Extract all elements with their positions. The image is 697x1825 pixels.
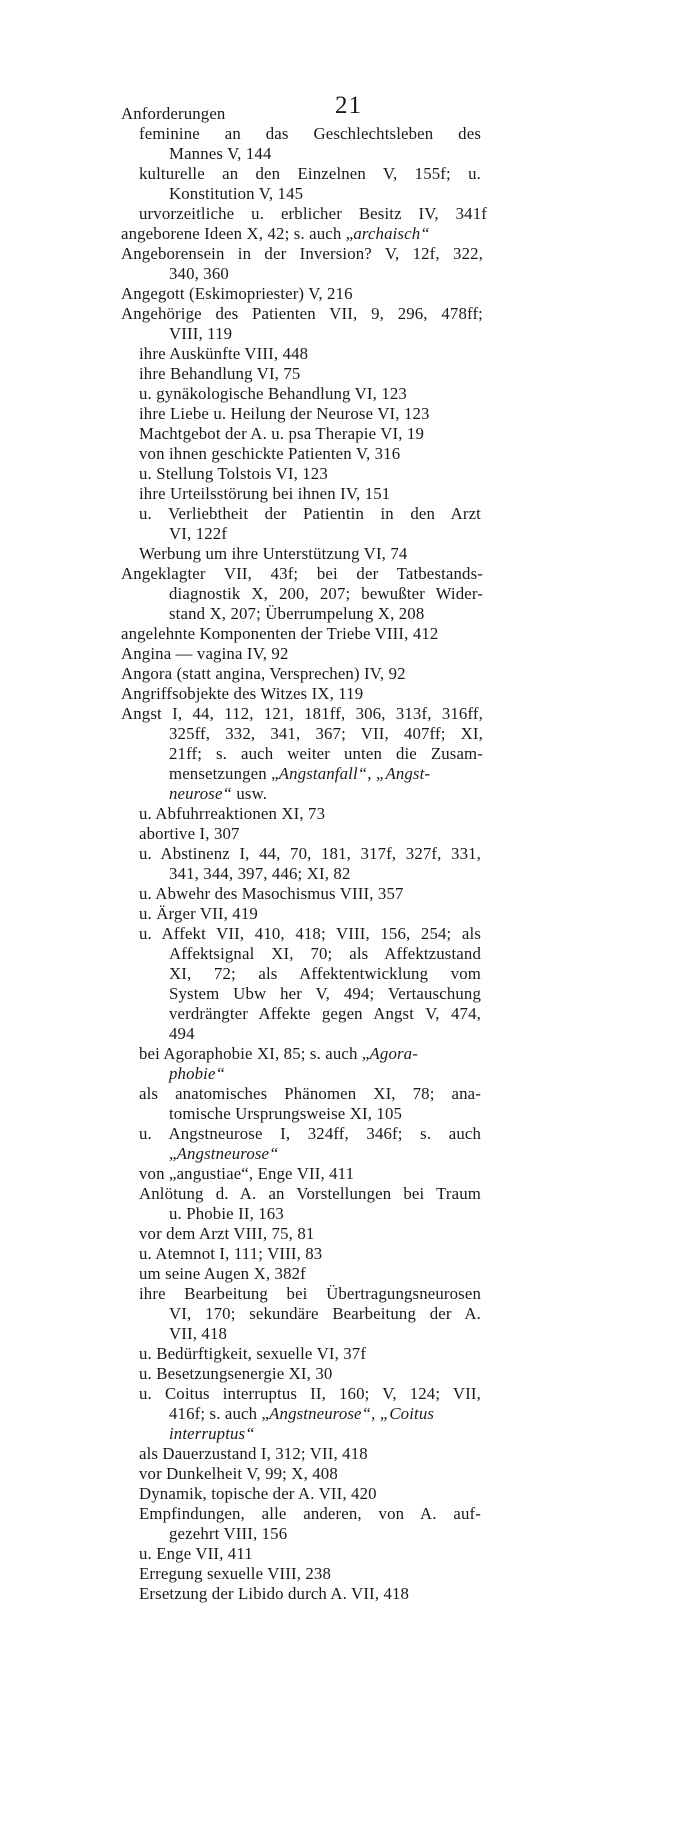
- index-line: [169, 744, 483, 764]
- index-line: [169, 1104, 402, 1124]
- index-line: [139, 544, 407, 564]
- index-text: u. Enge VII, 411: [139, 1544, 253, 1563]
- index-text: ihre Behandlung VI, 75: [139, 364, 301, 383]
- index-line: [139, 1044, 418, 1064]
- index-text: 21ff; s. auch weiter unten die Zusam-: [169, 744, 483, 763]
- index-line: [139, 1544, 253, 1564]
- index-line: [139, 804, 325, 824]
- index-line: [139, 1504, 481, 1524]
- index-line: [169, 944, 481, 964]
- index-line: [169, 1004, 481, 1024]
- index-text: von „angustiae“, Enge VII, 411: [139, 1164, 355, 1183]
- index-text: Werbung um ihre Unterstützung VI, 74: [139, 544, 408, 563]
- index-text: ihre Urteilsstörung bei ihnen IV, 151: [139, 484, 391, 503]
- index-text: u. Coitus interruptus II, 160; V, 124; VII,: [139, 1384, 481, 1403]
- index-line: [139, 844, 481, 864]
- index-line: [121, 624, 438, 644]
- index-line: [121, 664, 406, 684]
- index-text: VII, 418: [169, 1324, 228, 1343]
- index-line: [139, 1444, 368, 1464]
- index-text: Angriffsobjekte des Witzes IX, 119: [121, 684, 364, 703]
- index-italic-text: archaisch“: [353, 224, 430, 243]
- index-line: [169, 184, 303, 204]
- index-text: urvorzeitliche u. erblicher Besitz IV, 341f: [139, 204, 487, 223]
- index-text: u. Verliebtheit der Patientin in den Arzt: [139, 504, 481, 523]
- index-text: verdrängter Affekte gegen Angst V, 474,: [169, 1004, 481, 1023]
- index-line: [139, 824, 240, 844]
- index-text: Mannes V, 144: [169, 144, 272, 163]
- index-line: [169, 724, 483, 744]
- index-line: [169, 524, 227, 544]
- index-line: [169, 1144, 279, 1164]
- index-text: Ersetzung der Libido durch A. VII, 418: [139, 1584, 410, 1603]
- index-text: gezehrt VIII, 156: [169, 1524, 288, 1543]
- index-text: u. Abfuhrreaktionen XI, 73: [139, 804, 326, 823]
- index-line: [139, 1364, 332, 1384]
- index-italic-text: interruptus“: [169, 1424, 255, 1443]
- index-text: VIII, 119: [169, 324, 233, 343]
- index-text: Affektsignal XI, 70; als Affektzustand: [169, 944, 481, 963]
- index-text: ihre Bearbeitung bei Übertragungsneurosen: [139, 1284, 481, 1303]
- index-text: u. Affekt VII, 410, 418; VIII, 156, 254; als: [139, 924, 481, 943]
- index-text: kulturelle an den Einzelnen V, 155f; u.: [139, 164, 481, 183]
- index-text: 340, 360: [169, 264, 229, 283]
- index-text: u. Phobie II, 163: [169, 1204, 284, 1223]
- index-line: [121, 684, 363, 704]
- index-line: [139, 1244, 322, 1264]
- index-line: [169, 1424, 255, 1444]
- index-line: [169, 1324, 227, 1344]
- index-text: u. Atemnot I, 111; VIII, 83: [139, 1244, 323, 1263]
- index-line: [169, 864, 351, 884]
- index-text: mensetzungen „: [169, 764, 279, 783]
- index-line: [121, 304, 483, 324]
- index-text: VI, 170; sekundäre Bearbeitung der A.: [169, 1304, 481, 1323]
- index-italic-text: Angstanfall“, „Angst-: [278, 764, 431, 783]
- index-line: [139, 1184, 481, 1204]
- index-line: [139, 464, 328, 484]
- index-line: [121, 224, 430, 244]
- index-text: Angegott (Eskimopriester) V, 216: [121, 284, 353, 303]
- index-line: [139, 344, 308, 364]
- index-line: [139, 364, 300, 384]
- index-line: [169, 1304, 481, 1324]
- index-text: bei Agoraphobie XI, 85; s. auch „: [139, 1044, 370, 1063]
- index-line: [169, 1064, 225, 1084]
- index-line: [121, 704, 483, 724]
- index-text: Angora (statt angina, Versprechen) IV, 92: [121, 664, 406, 683]
- index-line: [121, 244, 483, 264]
- index-text: Angeborensein in der Inversion? V, 12f, 322,: [121, 244, 483, 263]
- index-line: [121, 104, 225, 124]
- index-line: [139, 424, 424, 444]
- index-line: [139, 924, 481, 944]
- index-text: als Dauerzustand I, 312; VII, 418: [139, 1444, 368, 1463]
- index-text: Angst I, 44, 112, 121, 181ff, 306, 313f, 316ff,: [121, 704, 483, 723]
- index-line: [139, 1484, 377, 1504]
- index-line: [169, 264, 229, 284]
- index-text: Erregung sexuelle VIII, 238: [139, 1564, 332, 1583]
- index-text: ihre Auskünfte VIII, 448: [139, 344, 309, 363]
- index-italic-text: phobie“: [169, 1064, 226, 1083]
- index-text: Anforderungen: [121, 104, 226, 123]
- index-line: [169, 784, 267, 804]
- index-italic-text: Angstneurose“, „Coitus: [269, 1404, 435, 1423]
- index-line: [139, 1124, 481, 1144]
- index-text: Angeklagter VII, 43f; bei der Tatbestands-: [121, 564, 483, 583]
- index-line: [169, 964, 481, 984]
- index-text: um seine Augen X, 382f: [139, 1264, 306, 1283]
- index-text: diagnostik X, 200, 207; bewußter Wider-: [169, 584, 483, 603]
- index-line: [139, 1584, 409, 1604]
- index-text: 494: [169, 1024, 195, 1043]
- index-line: [139, 384, 407, 404]
- index-line: [139, 444, 400, 464]
- index-line: [139, 484, 390, 504]
- index-line: [139, 1384, 481, 1404]
- index-line: [139, 1564, 331, 1584]
- index-line: [169, 144, 272, 164]
- index-text: feminine an das Geschlechtsleben des: [139, 124, 481, 143]
- index-text: u. Stellung Tolstois VI, 123: [139, 464, 328, 483]
- index-text: Machtgebot der A. u. psa Therapie VI, 19: [139, 424, 424, 443]
- index-text: angelehnte Komponenten der Triebe VIII, 412: [121, 624, 439, 643]
- page-number: 21: [335, 92, 362, 119]
- index-text: Angehörige des Patienten VII, 9, 296, 478ff;: [121, 304, 483, 323]
- index-text: Dynamik, topische der A. VII, 420: [139, 1484, 377, 1503]
- index-line: [139, 124, 481, 144]
- index-text: 341, 344, 397, 446; XI, 82: [169, 864, 351, 883]
- index-text: vor dem Arzt VIII, 75, 81: [139, 1224, 315, 1243]
- index-text: ihre Liebe u. Heilung der Neurose VI, 123: [139, 404, 430, 423]
- index-line: [169, 764, 430, 784]
- index-line: [139, 1344, 366, 1364]
- index-text: 325ff, 332, 341, 367; VII, 407ff; XI,: [169, 724, 483, 743]
- index-text: System Ubw her V, 494; Vertauschung: [169, 984, 481, 1003]
- index-text: XI, 72; als Affektentwicklung vom: [169, 964, 481, 983]
- index-line: [169, 604, 424, 624]
- index-text: angeborene Ideen X, 42; s. auch „: [121, 224, 354, 243]
- index-line: [139, 1084, 481, 1104]
- index-line: [121, 284, 353, 304]
- index-line: [139, 1164, 354, 1184]
- index-text: vor Dunkelheit V, 99; X, 408: [139, 1464, 338, 1483]
- index-line: [169, 584, 483, 604]
- index-text: usw.: [232, 784, 268, 803]
- index-line: [169, 984, 481, 1004]
- index-text: u. Angstneurose I, 324ff, 346f; s. auch: [139, 1124, 481, 1143]
- index-line: [139, 1464, 338, 1484]
- index-text: u. Abstinenz I, 44, 70, 181, 317f, 327f, 331,: [139, 844, 481, 863]
- index-text: u. gynäkologische Behandlung VI, 123: [139, 384, 407, 403]
- index-line: [139, 1224, 314, 1244]
- index-text: „: [169, 1144, 177, 1163]
- index-line: [169, 1404, 434, 1424]
- index-text: stand X, 207; Überrumpelung X, 208: [169, 604, 425, 623]
- index-text: 416f; s. auch „: [169, 1404, 270, 1423]
- index-text: u. Bedürftigkeit, sexuelle VI, 37f: [139, 1344, 367, 1363]
- index-line: [169, 1524, 287, 1544]
- index-text: Empfindungen, alle anderen, von A. auf-: [139, 1504, 481, 1523]
- index-line: [139, 404, 430, 424]
- index-text: u. Abwehr des Masochismus VIII, 357: [139, 884, 404, 903]
- index-text: Konstitution V, 145: [169, 184, 304, 203]
- index-line: [121, 564, 483, 584]
- index-line: [139, 1264, 306, 1284]
- index-text: VI, 122f: [169, 524, 228, 543]
- index-text: u. Besetzungsenergie XI, 30: [139, 1364, 333, 1383]
- index-line: [169, 1204, 284, 1224]
- index-line: [139, 904, 258, 924]
- index-text: Angina — vagina IV, 92: [121, 644, 289, 663]
- index-line: [121, 644, 289, 664]
- index-text: abortive I, 307: [139, 824, 240, 843]
- index-text: Anlötung d. A. an Vorstellungen bei Traum: [139, 1184, 481, 1203]
- index-italic-text: neurose“: [169, 784, 233, 803]
- index-line: [139, 1284, 481, 1304]
- index-italic-text: Angstneurose“: [176, 1144, 279, 1163]
- index-line: [139, 164, 481, 184]
- index-text: tomische Ursprungsweise XI, 105: [169, 1104, 403, 1123]
- index-italic-text: Agora-: [369, 1044, 418, 1063]
- index-line: [169, 1024, 195, 1044]
- index-line: [169, 324, 232, 344]
- index-text: von ihnen geschickte Patienten V, 316: [139, 444, 401, 463]
- index-line: [139, 504, 481, 524]
- index-text: als anatomisches Phänomen XI, 78; ana-: [139, 1084, 481, 1103]
- index-line: [139, 884, 404, 904]
- index-line: [139, 204, 487, 224]
- index-text: u. Ärger VII, 419: [139, 904, 258, 923]
